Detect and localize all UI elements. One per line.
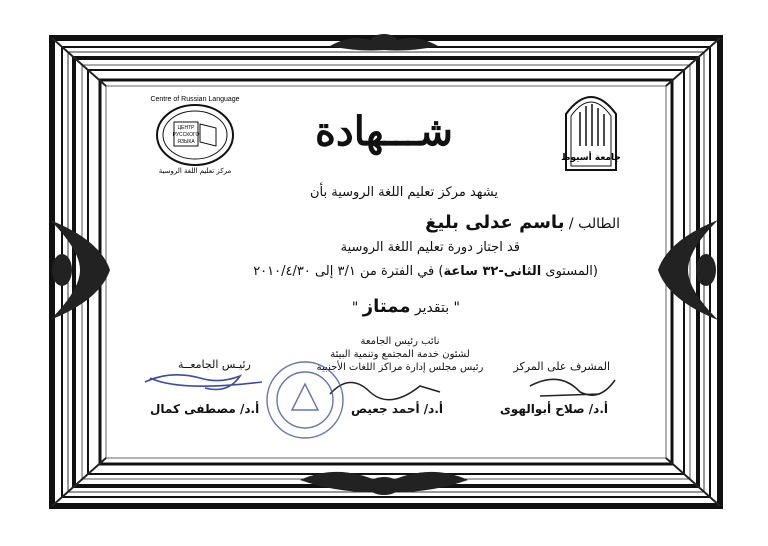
level-open: (المستوى (541, 264, 598, 279)
grade-suffix: " (351, 300, 363, 316)
vice-president-title-1: نائب رئيس الجامعة (360, 336, 440, 347)
vice-president-title-2: لشئون خدمة المجتمع وتنمية البيئة (330, 349, 470, 360)
president-handwritten-signature (145, 375, 262, 390)
svg-text:ЦЕНТР: ЦЕНТР (177, 125, 195, 131)
university-president-title: رئيـس الجامعــة (178, 358, 251, 371)
student-prefix: الطالب / (564, 216, 620, 232)
centre-supervisor-name: أ.د/ صلاح أبوالهوى (499, 402, 608, 416)
svg-text:РУССКОГО: РУССКОГО (172, 132, 200, 138)
official-stamp (267, 362, 343, 438)
vice-president-title-3: رئيس مجلس إدارة مراكز اللغات الأجنبية (316, 362, 484, 373)
vice-president-name: أ.د/ أحمد جعيص (351, 402, 443, 416)
svg-text:جامعة أسيوط: جامعة أسيوط (561, 153, 621, 163)
grade-value: ممتاز (362, 296, 411, 317)
grade-prefix: " بتقدير (410, 300, 460, 316)
student-name: باسم عدلى بليغ (425, 212, 565, 233)
vice-president-handwritten-signature (330, 382, 440, 399)
svg-text:Centre of Russian Language: Centre of Russian Language (150, 96, 240, 103)
certificate-title: شـــهادة (314, 108, 454, 155)
supervisor-handwritten-signature (530, 379, 615, 396)
intro-line: يشهد مركز تعليم اللغة الروسية بأن (309, 185, 498, 200)
level-period: ) في الفترة من ٣/١ إلى ٢٠١٠/٤/٣٠ (253, 264, 444, 279)
centre-supervisor-title: المشرف على المركز (513, 360, 610, 373)
course-line: قد اجتاز دورة تعليم اللغة الروسية (340, 240, 520, 255)
svg-text:مركز تعليم اللغة الروسية: مركز تعليم اللغة الروسية (158, 167, 232, 175)
university-president-name: أ.د/ مصطفى كمال (150, 402, 260, 416)
svg-text:ЯЗЫКА: ЯЗЫКА (177, 139, 195, 145)
level-value: الثانى-٣٢ ساعة (443, 264, 542, 279)
